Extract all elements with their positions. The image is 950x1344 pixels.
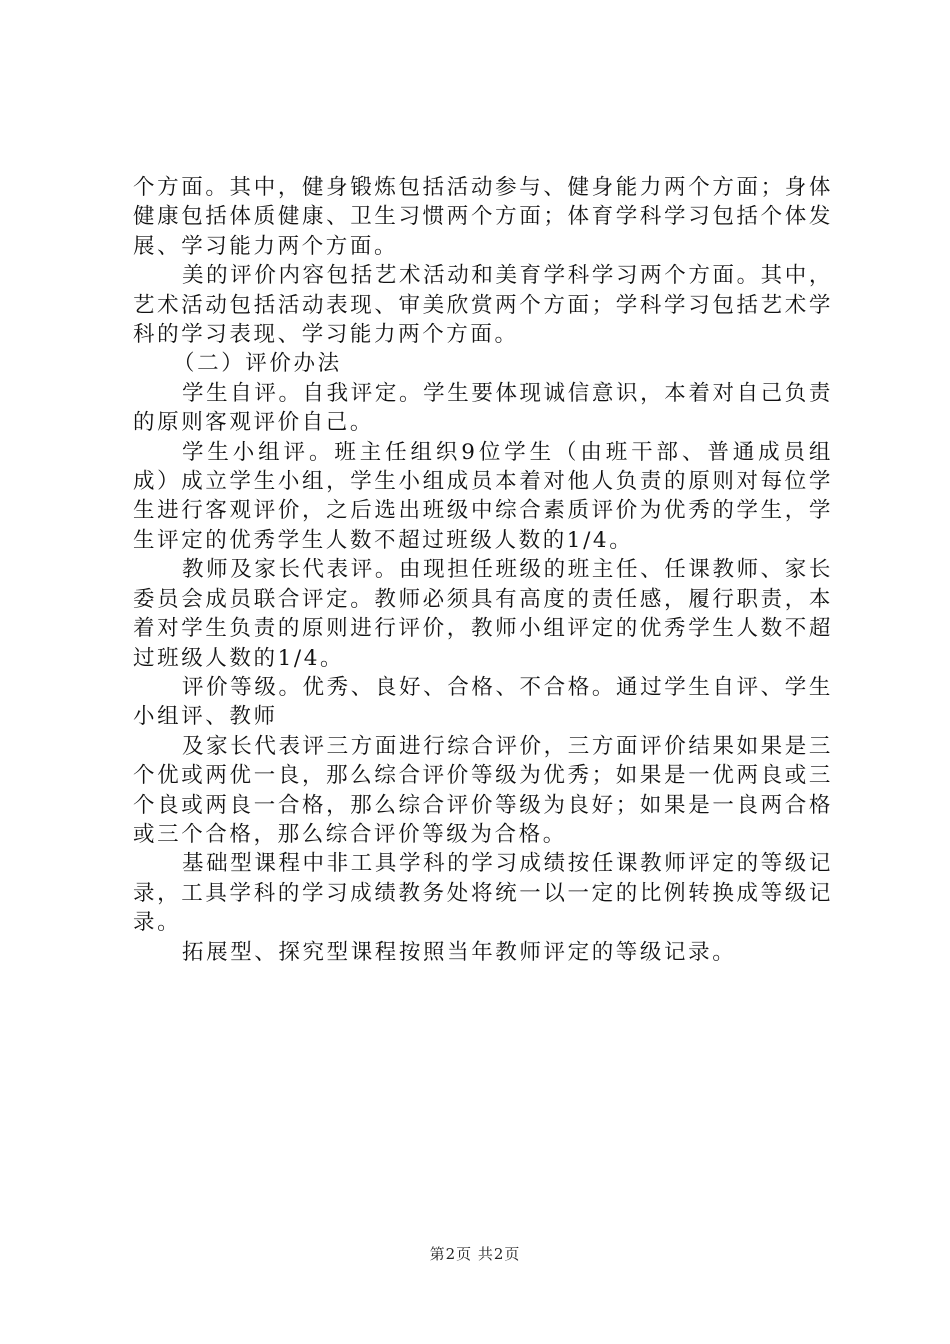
- paragraph-extended-courses: 拓展型、探究型课程按照当年教师评定的等级记录。: [182, 939, 737, 965]
- paragraph-continuation: 个方面。其中，健身锻炼包括活动参与、健身能力两个方面；身体健康包括体质健康、卫生习惯两个方面；体育学科学习包括个体发展、学习能力两个方面。: [133, 175, 833, 259]
- page-footer: 第2页 共2页: [429, 1245, 521, 1263]
- paragraph-teacher-parent-evaluation: 教师及家长代表评。由现担任班级的班主任、任课教师、家长委员会成员联合评定。教师必须具有高度的责任感，履行职责，本着对学生负责的原则进行评价，教师小组评定的优秀学生人数不超过班级人数的1/4。: [133, 557, 833, 671]
- paragraph-basic-courses: 基础型课程中非工具学科的学习成绩按任课教师评定的等级记录，工具学科的学习成绩教务处将统一以一定的比例转换成等级记录。: [133, 851, 833, 936]
- paragraph-aesthetic-evaluation: 美的评价内容包括艺术活动和美育学科学习两个方面。其中，艺术活动包括活动表现、审美欣赏两个方面；学科学习包括艺术学科的学习表现、学习能力两个方面。: [133, 263, 833, 348]
- document-body: [133, 173, 833, 967]
- paragraph-self-evaluation: 学生自评。自我评定。学生要体现诚信意识，本着对自己负责的原则客观评价自己。: [133, 380, 833, 436]
- section-heading-evaluation-method: （二）评价办法: [173, 351, 342, 377]
- paragraph-group-evaluation: 学生小组评。班主任组织9位学生（由班干部、普通成员组成）成立学生小组，学生小组成员本着对他人负责的原则对每位学生进行客观评价，之后选出班级中综合素质评价为优秀的学生，学生评定的优秀学生人数不超过班级人数的1/4。: [133, 439, 833, 553]
- paragraph-comprehensive-evaluation: 及家长代表评三方面进行综合评价，三方面评价结果如果是三个优或两优一良，那么综合评价等级为优秀；如果是一优两良或三个良或两良一合格，那么综合评价等级为良好；如果是一良两合格或三个合格，那么综合评价等级为合格。: [133, 733, 833, 847]
- paragraph-evaluation-grades: 评价等级。优秀、良好、合格、不合格。通过学生自评、学生小组评、教师: [133, 674, 833, 730]
